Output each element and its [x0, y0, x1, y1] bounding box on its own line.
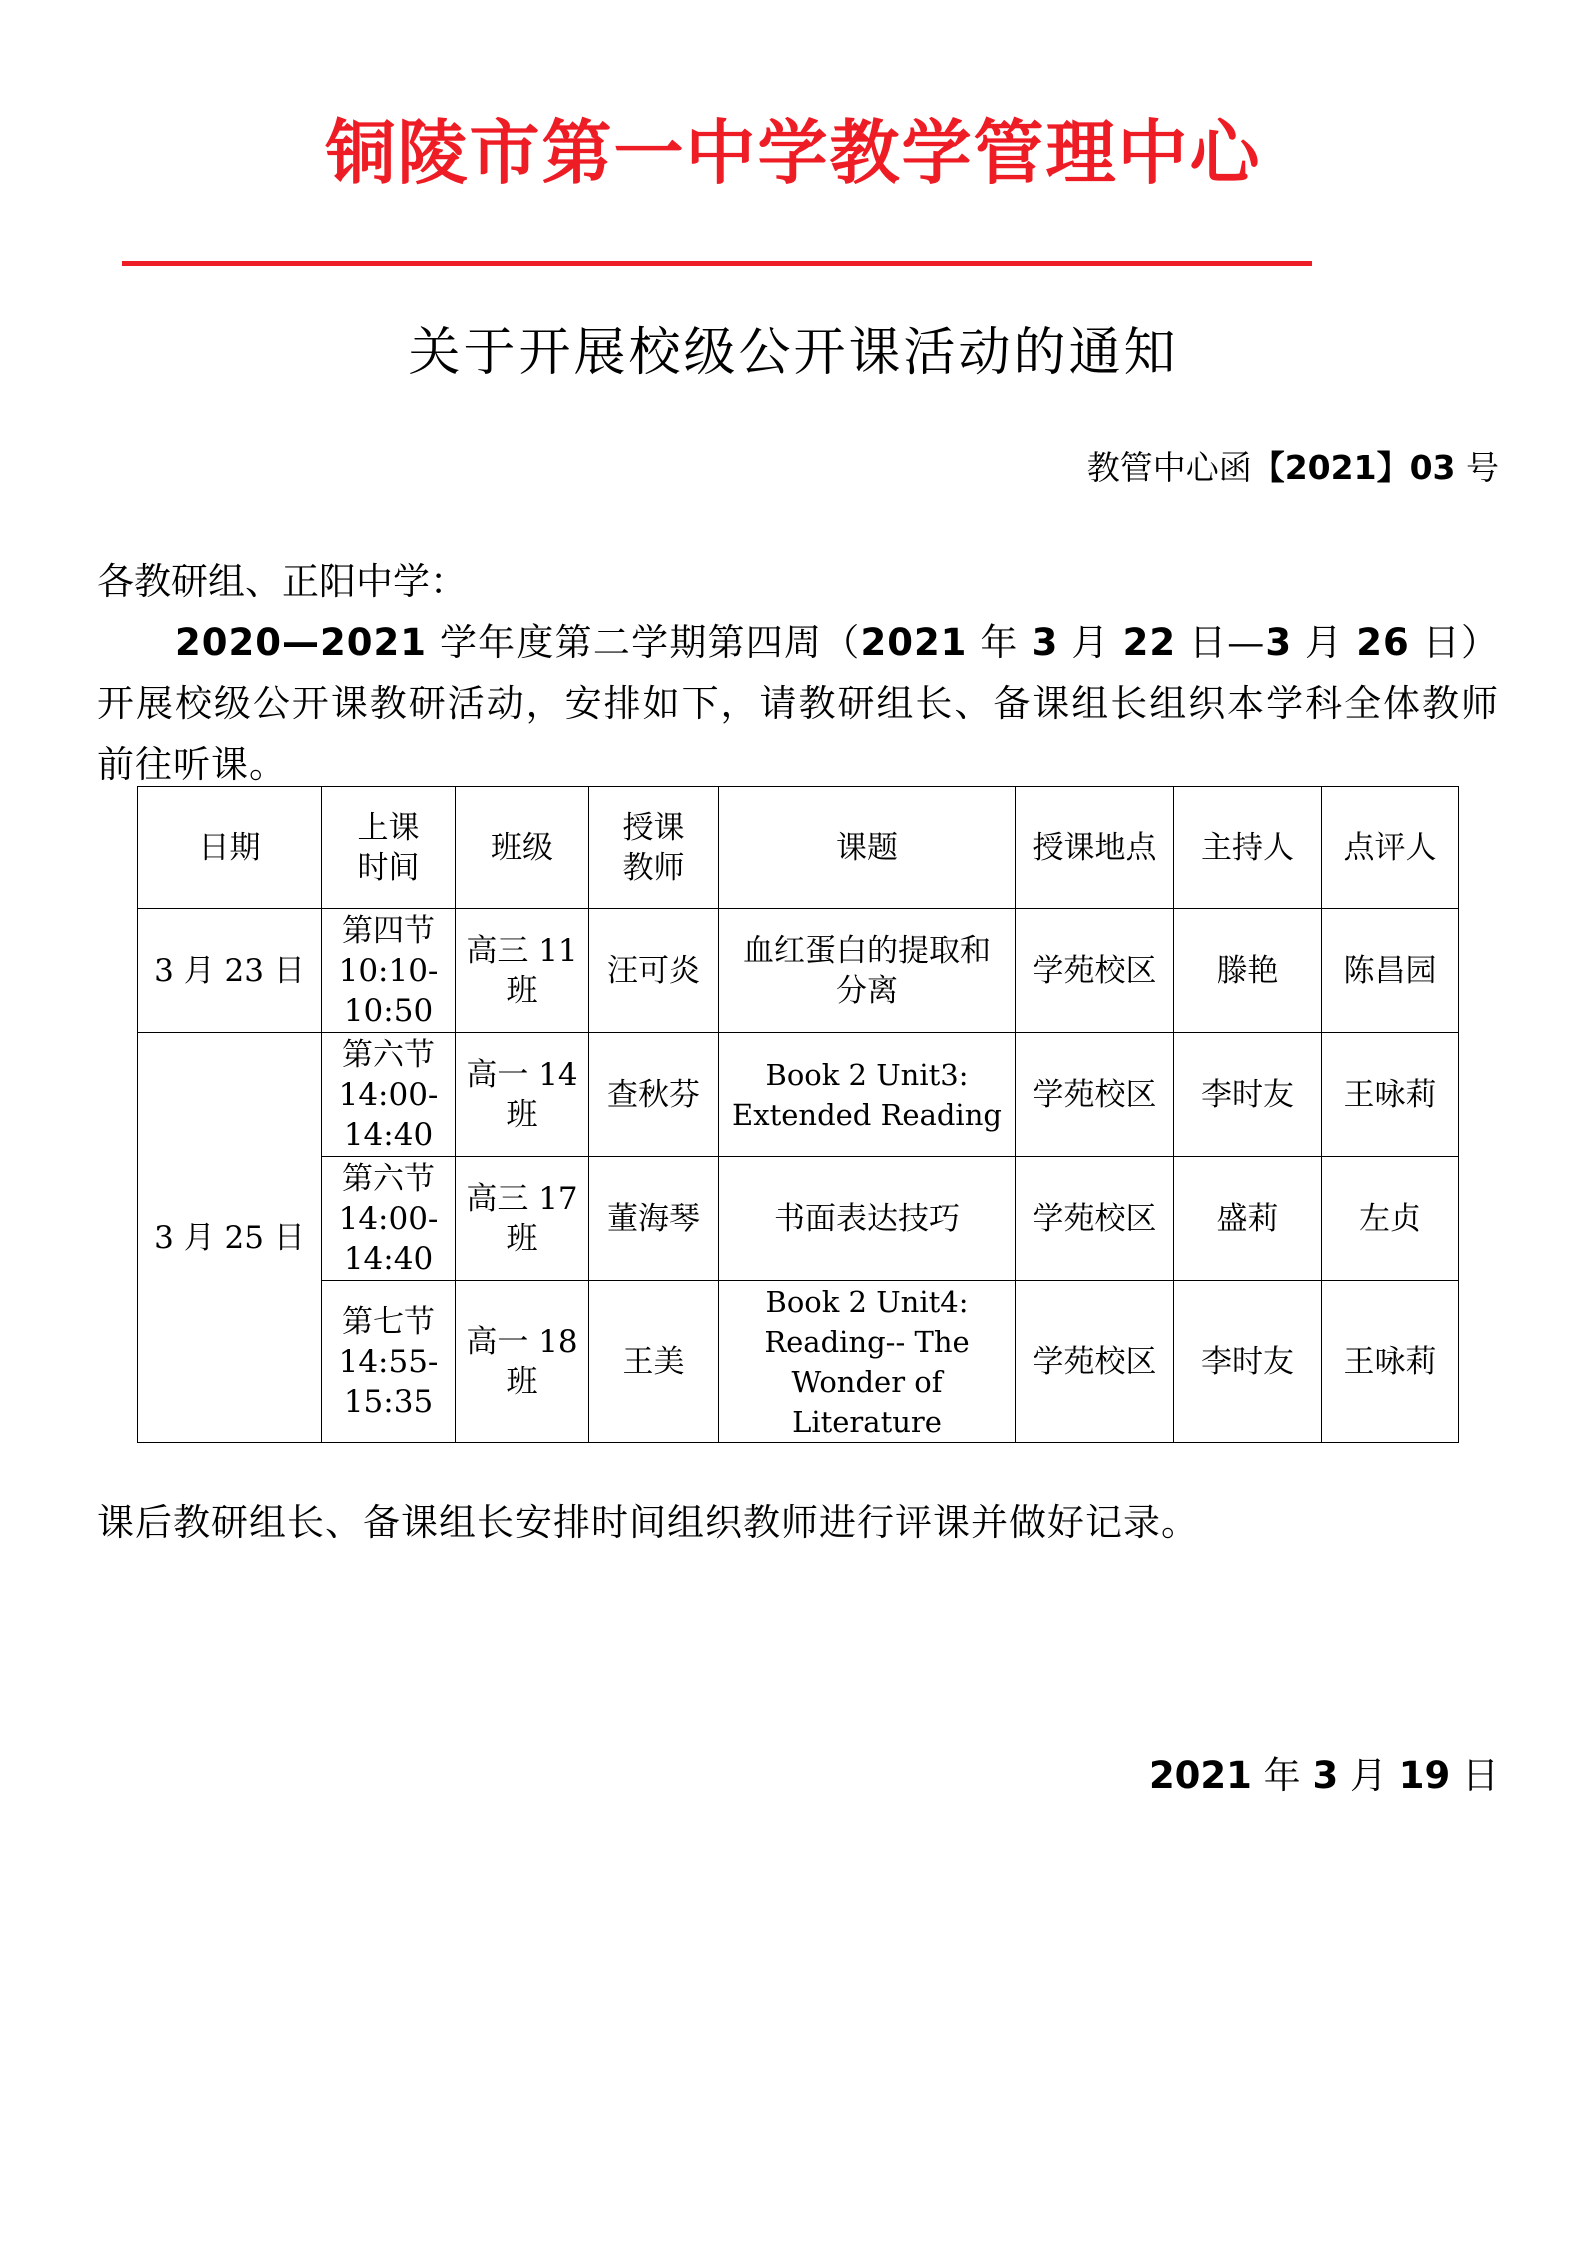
cell-date: 3 月 25 日	[138, 1033, 322, 1443]
header-location: 授课地点	[1016, 787, 1174, 909]
body-part: 日—	[1176, 621, 1266, 664]
cell-date: 3 月 23 日	[138, 909, 322, 1033]
cell-class: 高三 17 班	[456, 1157, 589, 1281]
doc-prefix: 教管中心函	[1086, 448, 1252, 487]
body-part: 3	[1265, 621, 1293, 664]
body-part: 22	[1122, 621, 1177, 664]
cell-host: 李时友	[1174, 1033, 1322, 1157]
cell-class: 高一 14 班	[456, 1033, 589, 1157]
table-row	[138, 1157, 1459, 1281]
header-reviewer: 点评人	[1322, 787, 1459, 909]
body-part: 日）开展校级公开课教研活动，安排如下，请教研组长、备课组长组织本学科全体教师前往听课。	[97, 621, 1499, 786]
body-part: 2020—2021	[175, 621, 427, 664]
header-topic: 课题	[719, 787, 1016, 909]
doc-year: 【2021】03	[1251, 448, 1456, 487]
salutation: 各教研组、正阳中学：	[97, 560, 467, 603]
cell-time: 第六节 14:00- 14:40	[322, 1157, 456, 1281]
body-part: 2021	[860, 621, 968, 664]
body-part: 月	[1292, 621, 1357, 664]
date-part: 日	[1450, 1754, 1499, 1797]
date-part: 2021	[1148, 1754, 1252, 1797]
cell-reviewer: 王咏莉	[1322, 1033, 1459, 1157]
header-divider	[122, 261, 1312, 266]
body-part: 学年度第二学期第四周（	[426, 621, 861, 664]
header-date: 日期	[138, 787, 322, 909]
table-row	[138, 909, 1459, 1033]
cell-reviewer: 左贞	[1322, 1157, 1459, 1281]
cell-location: 学苑校区	[1016, 1157, 1174, 1281]
header-time: 上课 时间	[322, 787, 456, 909]
body-paragraph	[97, 612, 1499, 795]
organization-title: 铜陵市第一中学教学管理中心	[325, 112, 1262, 194]
cell-reviewer: 王咏莉	[1322, 1281, 1459, 1443]
cell-class: 高一 18 班	[456, 1281, 589, 1443]
notice-title: 关于开展校级公开课活动的通知	[408, 323, 1179, 383]
date-part: 月	[1338, 1754, 1399, 1797]
date-part: 年	[1251, 1754, 1313, 1797]
header-class: 班级	[456, 787, 589, 909]
document-number	[1087, 445, 1499, 490]
cell-topic: 书面表达技巧	[719, 1157, 1016, 1281]
cell-reviewer: 陈昌园	[1322, 909, 1459, 1033]
document-date	[1149, 1750, 1499, 1802]
body-part: 年	[967, 621, 1032, 664]
cell-topic: Book 2 Unit4: Reading-- The Wonder of Literature	[719, 1281, 1016, 1443]
header-teacher: 授课 教师	[589, 787, 719, 909]
closing-paragraph: 课后教研组长、备课组长安排时间组织教师进行评课并做好记录。	[97, 1501, 1199, 1544]
cell-location: 学苑校区	[1016, 1033, 1174, 1157]
cell-time: 第四节 10:10- 10:50	[322, 909, 456, 1033]
cell-location: 学苑校区	[1016, 1281, 1174, 1443]
date-part: 19	[1398, 1754, 1451, 1797]
body-part: 26	[1356, 621, 1410, 664]
cell-location: 学苑校区	[1016, 909, 1174, 1033]
cell-time: 第六节 14:00- 14:40	[322, 1033, 456, 1157]
cell-topic: Book 2 Unit3: Extended Reading	[719, 1033, 1016, 1157]
table-header-row	[138, 787, 1459, 909]
header-host: 主持人	[1174, 787, 1322, 909]
cell-teacher: 汪可炎	[589, 909, 719, 1033]
cell-time: 第七节 14:55- 15:35	[322, 1281, 456, 1443]
cell-teacher: 董海琴	[589, 1157, 719, 1281]
table-row	[138, 1281, 1459, 1443]
body-part: 月	[1058, 621, 1123, 664]
table-row	[138, 1033, 1459, 1157]
cell-host: 盛莉	[1174, 1157, 1322, 1281]
cell-teacher: 查秋芬	[589, 1033, 719, 1157]
cell-host: 滕艳	[1174, 909, 1322, 1033]
cell-topic: 血红蛋白的提取和 分离	[719, 909, 1016, 1033]
doc-suffix: 号	[1455, 448, 1499, 487]
date-part: 3	[1312, 1754, 1339, 1797]
body-part: 3	[1031, 621, 1059, 664]
schedule-table	[137, 786, 1459, 1443]
cell-host: 李时友	[1174, 1281, 1322, 1443]
cell-class: 高三 11 班	[456, 909, 589, 1033]
cell-teacher: 王美	[589, 1281, 719, 1443]
